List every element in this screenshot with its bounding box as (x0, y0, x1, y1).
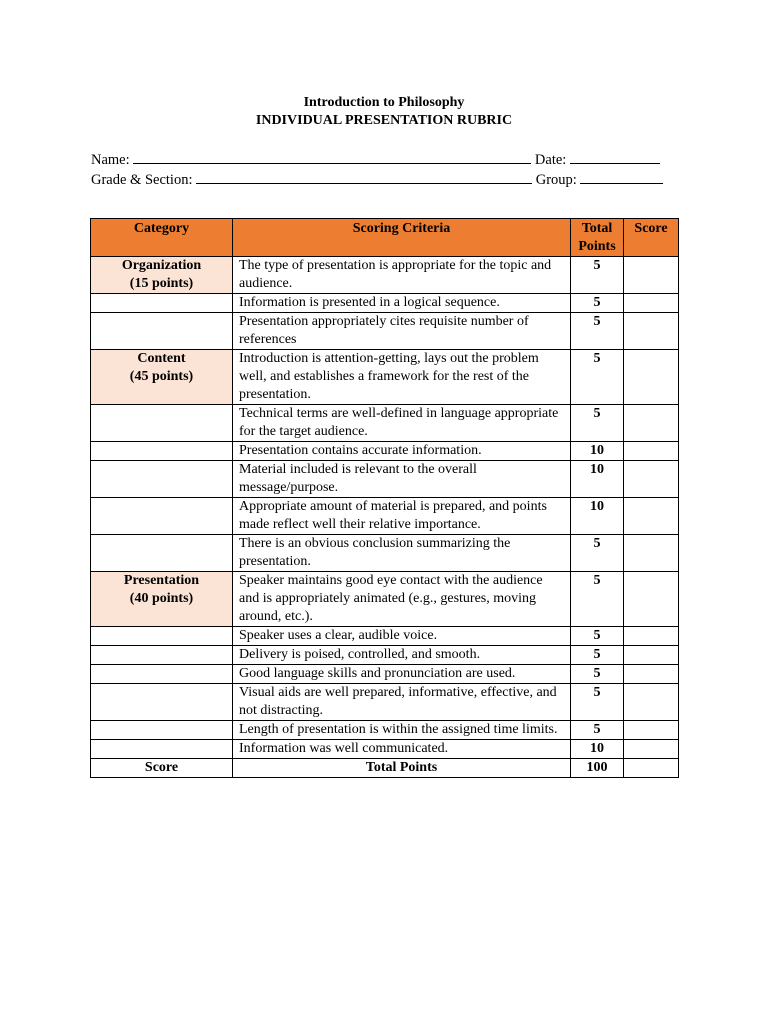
score-cell[interactable] (624, 313, 679, 350)
score-cell[interactable] (624, 294, 679, 313)
grade-group-line (91, 170, 663, 189)
category-content: Content (45 points) (91, 350, 233, 405)
table-row (91, 350, 679, 405)
points-cell: 10 (571, 461, 624, 498)
criteria-cell: There is an obvious conclusion summarizing the presentation. (233, 535, 571, 572)
grade-section-label: Grade & Section: (91, 172, 193, 188)
criteria-cell: Good language skills and pronunciation are used. (233, 665, 571, 684)
criteria-cell: Presentation contains accurate information. (233, 442, 571, 461)
category-header: Category (91, 219, 233, 257)
criteria-cell: Speaker uses a clear, audible voice. (233, 627, 571, 646)
points-cell: 5 (571, 405, 624, 442)
criteria-cell: Material included is relevant to the overall message/purpose. (233, 461, 571, 498)
table-row (91, 461, 679, 498)
score-cell[interactable] (624, 498, 679, 535)
name-date-line (91, 150, 660, 169)
points-cell: 5 (571, 627, 624, 646)
table-row (91, 646, 679, 665)
total-points-label: Total Points (233, 759, 571, 778)
table-row (91, 442, 679, 461)
total-row (91, 759, 679, 778)
table-header-row (91, 219, 679, 257)
category-organization: Organization (15 points) (91, 257, 233, 294)
table-row (91, 535, 679, 572)
name-field[interactable] (133, 150, 531, 164)
criteria-cell: Information is presented in a logical sequence. (233, 294, 571, 313)
score-cell[interactable] (624, 646, 679, 665)
points-cell: 5 (571, 350, 624, 405)
total-points-header: Total Points (571, 219, 624, 257)
criteria-cell: Length of presentation is within the assigned time limits. (233, 721, 571, 740)
group-field[interactable] (580, 170, 663, 184)
date-label: Date: (534, 152, 567, 168)
criteria-cell: Visual aids are well prepared, informative, effective, and not distracting. (233, 684, 571, 721)
score-header: Score (624, 219, 679, 257)
rubric-title: INDIVIDUAL PRESENTATION RUBRIC (255, 113, 513, 128)
total-score-cell[interactable] (624, 759, 679, 778)
name-label: Name: (91, 152, 130, 168)
grade-section-field[interactable] (196, 170, 532, 184)
criteria-cell: The type of presentation is appropriate for the topic and audience. (233, 257, 571, 294)
table-row (91, 627, 679, 646)
score-label: Score (91, 759, 233, 778)
table-row (91, 294, 679, 313)
criteria-header: Scoring Criteria (233, 219, 571, 257)
score-cell[interactable] (624, 350, 679, 405)
table-row (91, 257, 679, 294)
points-cell: 5 (571, 646, 624, 665)
criteria-cell: Speaker maintains good eye contact with the audience and is appropriately animated (e.g., gestures, moving around, etc.). (233, 572, 571, 627)
table-row (91, 313, 679, 350)
rubric-table (90, 218, 679, 778)
score-cell[interactable] (624, 684, 679, 721)
score-cell[interactable] (624, 572, 679, 627)
table-row (91, 498, 679, 535)
table-row (91, 572, 679, 627)
points-cell: 5 (571, 535, 624, 572)
date-field[interactable] (570, 150, 660, 164)
criteria-cell: Information was well communicated. (233, 740, 571, 759)
score-cell[interactable] (624, 442, 679, 461)
criteria-cell: Introduction is attention-getting, lays out the problem well, and establishes a framework for the rest of the presentation. (233, 350, 571, 405)
points-cell: 10 (571, 740, 624, 759)
criteria-cell: Appropriate amount of material is prepared, and points made reflect well their relative importance. (233, 498, 571, 535)
table-row (91, 740, 679, 759)
criteria-cell: Delivery is poised, controlled, and smooth. (233, 646, 571, 665)
points-cell: 5 (571, 572, 624, 627)
table-row (91, 684, 679, 721)
table-row (91, 721, 679, 740)
points-cell: 5 (571, 684, 624, 721)
points-cell: 5 (571, 665, 624, 684)
group-label: Group: (535, 172, 577, 188)
category-presentation: Presentation (40 points) (91, 572, 233, 627)
score-cell[interactable] (624, 665, 679, 684)
criteria-cell: Presentation appropriately cites requisite number of references (233, 313, 571, 350)
score-cell[interactable] (624, 461, 679, 498)
points-cell: 5 (571, 313, 624, 350)
table-row (91, 405, 679, 442)
score-cell[interactable] (624, 721, 679, 740)
points-cell: 5 (571, 294, 624, 313)
points-cell: 5 (571, 721, 624, 740)
points-cell: 10 (571, 442, 624, 461)
score-cell[interactable] (624, 535, 679, 572)
score-cell[interactable] (624, 627, 679, 646)
table-row (91, 665, 679, 684)
course-title: Introduction to Philosophy (303, 95, 465, 110)
score-cell[interactable] (624, 740, 679, 759)
total-points-value: 100 (571, 759, 624, 778)
points-cell: 5 (571, 257, 624, 294)
score-cell[interactable] (624, 257, 679, 294)
criteria-cell: Technical terms are well-defined in language appropriate for the target audience. (233, 405, 571, 442)
score-cell[interactable] (624, 405, 679, 442)
points-cell: 10 (571, 498, 624, 535)
